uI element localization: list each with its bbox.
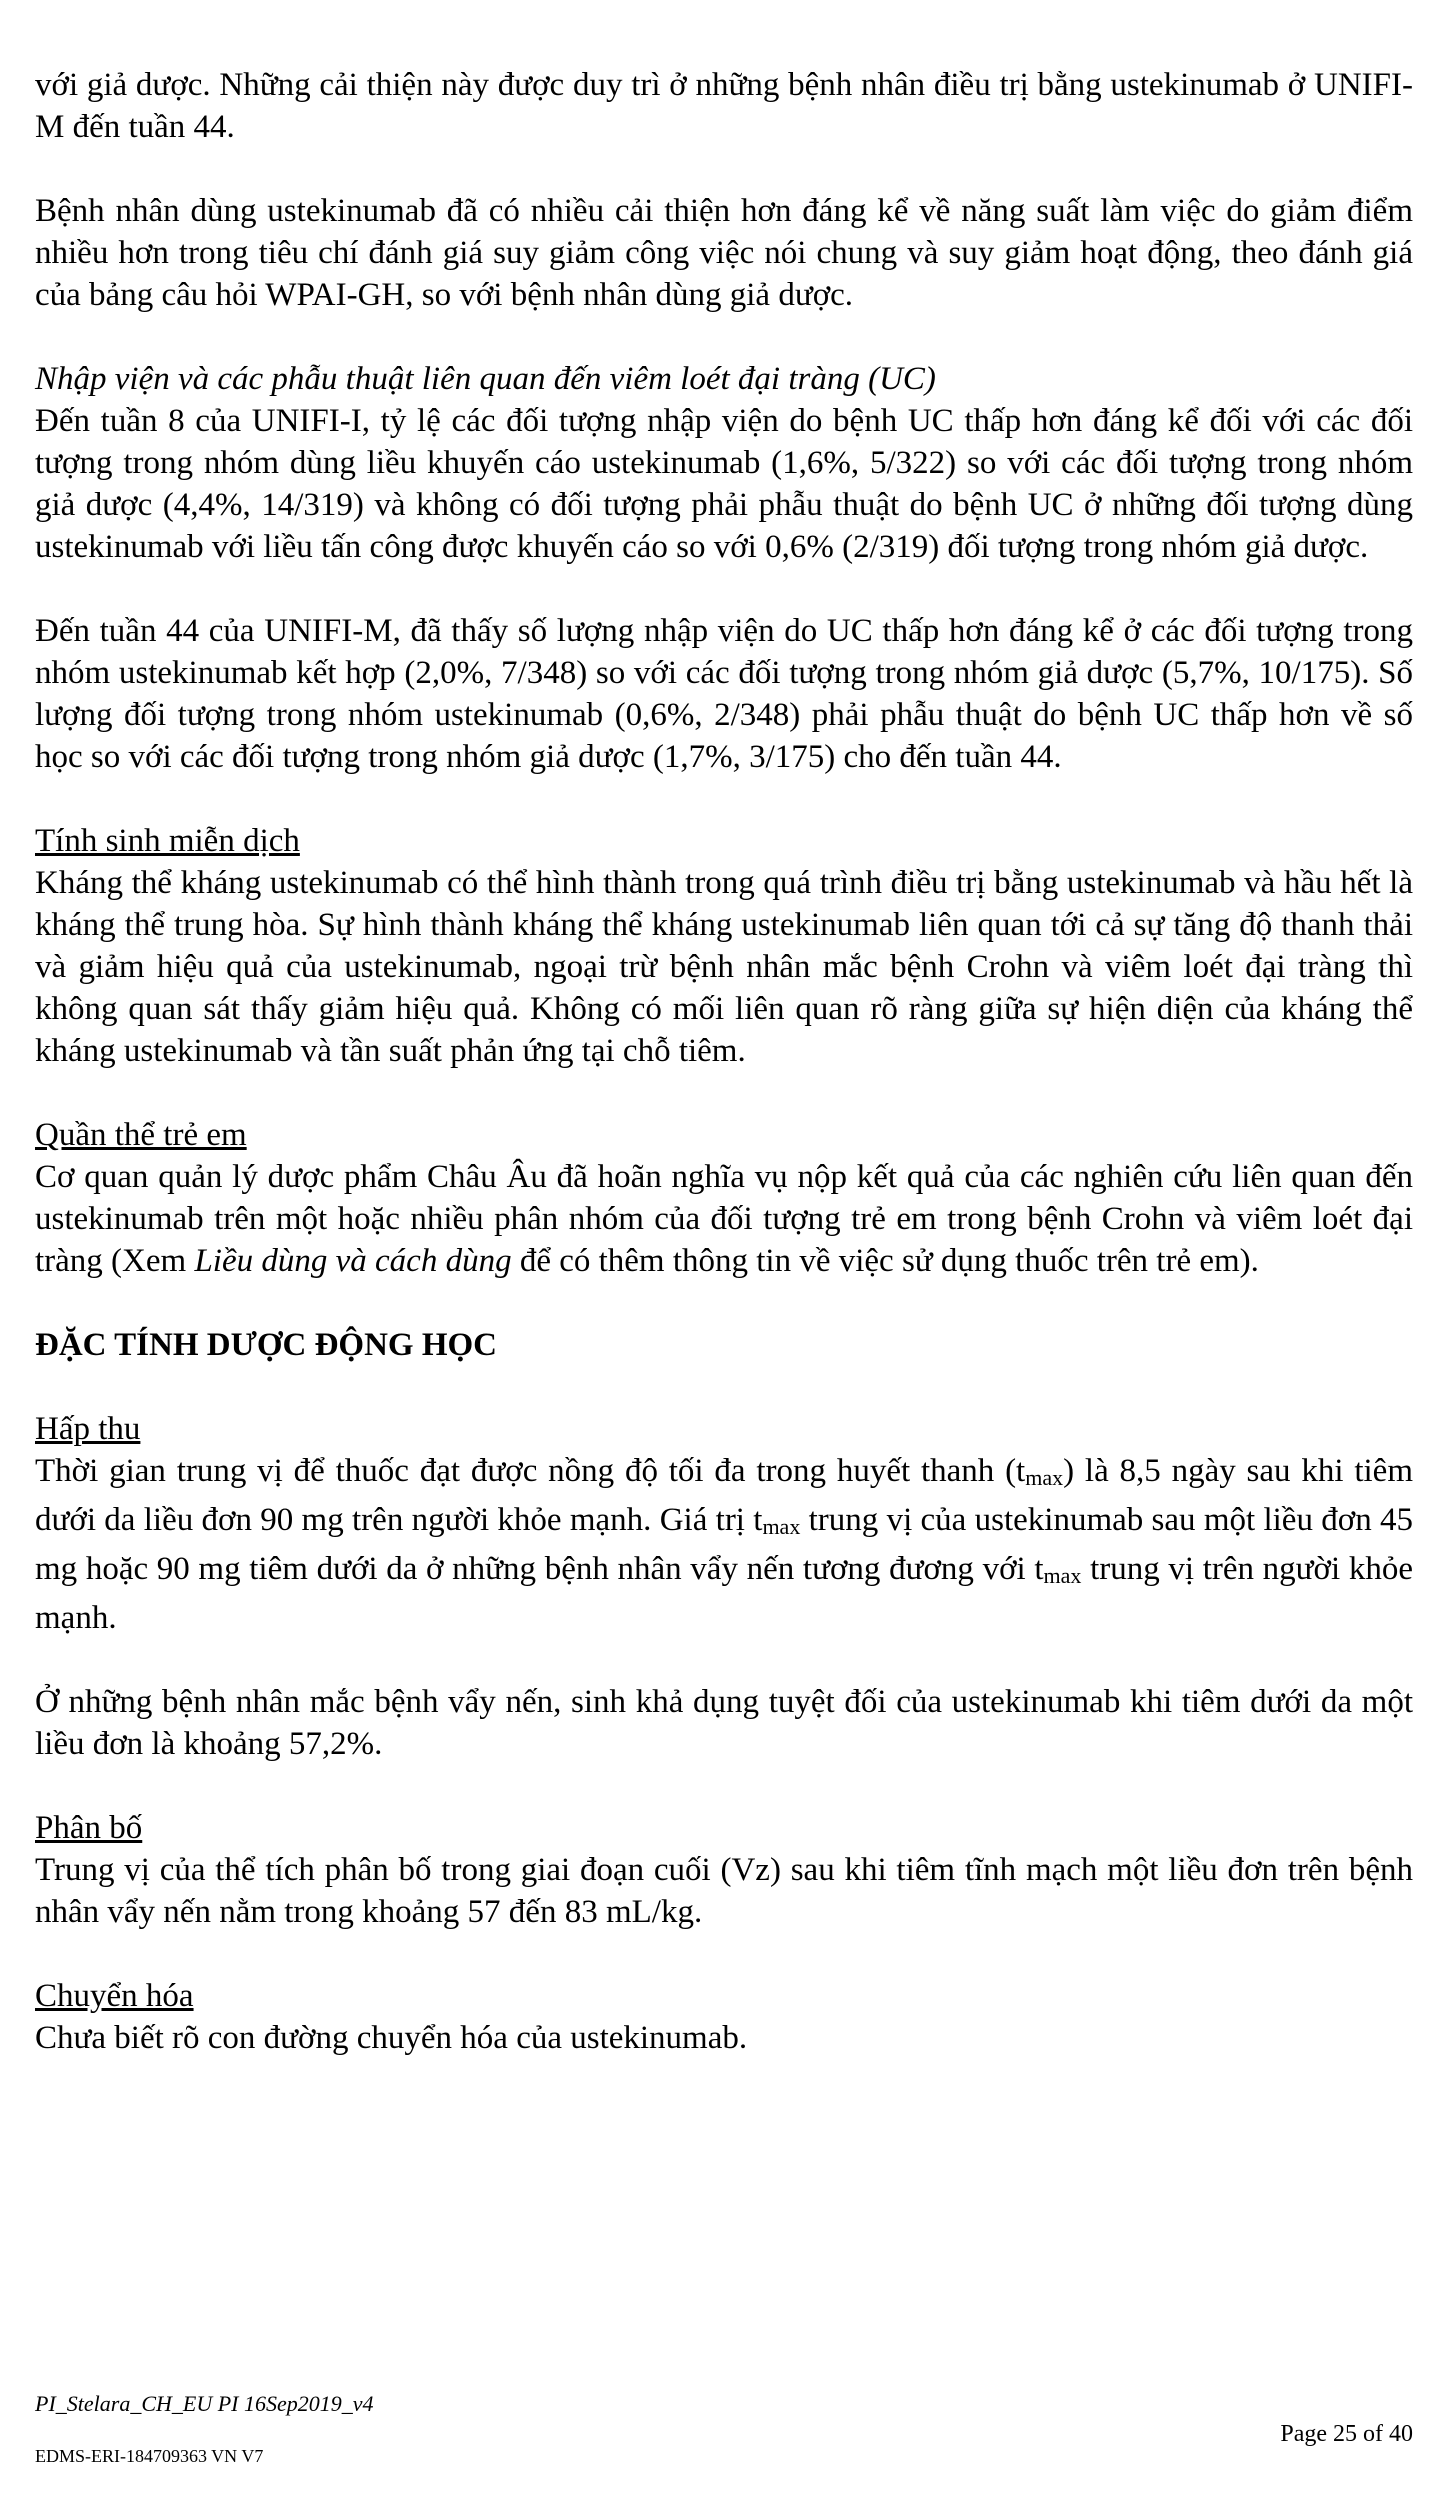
cross-reference-dosage: Liều dùng và cách dùng xyxy=(194,1243,512,1279)
footer-document-name: PI_Stelara_CH_EU PI 16Sep2019_v4 xyxy=(35,2391,374,2416)
footer-page-number: Page 25 of 40 xyxy=(1280,2421,1413,2447)
paragraph-unifi-m-hospitalization: Đến tuần 44 của UNIFI-M, đã thấy số lượng nhập viện do UC thấp hơn đáng kể ở các đối tượng trong nhóm ustekinumab kết hợp (2,0%, 7/348) so với các đối tượng trong nhóm giả dược (5,7%, 10/175). Số lượng đối tượng trong nhóm ustekinumab (0,6%, 2/348) phải phẫu thuật do bệnh UC thấp hơn về số học so với các đối tượng trong nhóm giả dược (1,7%, 3/175) cho đến tuần 44. xyxy=(35,613,1413,775)
paragraph-immunogenicity: Kháng thể kháng ustekinumab có thể hình thành trong quá trình điều trị bằng ustekinumab và hầu hết là kháng thể trung hòa. Sự hình thành kháng thể kháng ustekinumab liên quan tới cả sự tăng độ thanh thải và giảm hiệu quả của ustekinumab, ngoại trừ bệnh nhân mắc bệnh Crohn và viêm loét đại tràng thì không quan sát thấy giảm hiệu quả. Không có mối liên quan rõ ràng giữa sự hiện diện của kháng thể kháng ustekinumab và tần suất phản ứng tại chỗ tiêm. xyxy=(35,865,1413,1069)
paragraph-absorption: Thời gian trung vị để thuốc đạt được nồng độ tối đa trong huyết thanh (tmax) là 8,5 ngày sau khi tiêm dưới da liều đơn 90 mg trên người khỏe mạnh. Giá trị tmax trung vị của ustekinumab sau một liều đơn 45 mg hoặc 90 mg tiêm dưới da ở những bệnh nhân vẩy nến tương đương với tmax trung vị trên người khỏe mạnh. xyxy=(35,1453,1413,1636)
heading-hospitalization: Nhập viện và các phẫu thuật liên quan đến viêm loét đại tràng (UC) xyxy=(35,361,936,397)
heading-absorption: Hấp thu xyxy=(35,1411,141,1447)
paragraph-bioavailability: Ở những bệnh nhân mắc bệnh vẩy nến, sinh khả dụng tuyệt đối của ustekinumab khi tiêm dưới da một liều đơn là khoảng 57,2%. xyxy=(35,1684,1413,1762)
heading-immunogenicity: Tính sinh miễn dịch xyxy=(35,823,300,859)
footer-document-ref: EDMS-ERI-184709363 VN V7 xyxy=(35,2446,264,2466)
paragraph-pediatric: Cơ quan quản lý dược phẩm Châu Âu đã hoãn nghĩa vụ nộp kết quả của các nghiên cứu liên quan đến ustekinumab trên một hoặc nhiều phân nhóm của đối tượng trẻ em trong bệnh Crohn và viêm loét đại tràng (Xem Liều dùng và cách dùng để có thêm thông tin về việc sử dụng thuốc trên trẻ em). xyxy=(35,1159,1413,1279)
heading-pharmacokinetics: ĐẶC TÍNH DƯỢC ĐỘNG HỌC xyxy=(35,1327,498,1363)
heading-metabolism: Chuyển hóa xyxy=(35,1978,194,2014)
paragraph-unifi-i-hospitalization: Đến tuần 8 của UNIFI-I, tỷ lệ các đối tượng nhập viện do bệnh UC thấp hơn đáng kể đối với các đối tượng trong nhóm dùng liều khuyến cáo ustekinumab (1,6%, 5/322) so với các đối tượng trong nhóm giả dược (4,4%, 14/319) và không có đối tượng phải phẫu thuật do bệnh UC ở những đối tượng dùng ustekinumab với liều tấn công được khuyến cáo so với 0,6% (2/319) đối tượng trong nhóm giả dược. xyxy=(35,403,1413,565)
paragraph-metabolism: Chưa biết rõ con đường chuyển hóa của ustekinumab. xyxy=(35,2020,748,2056)
paragraph-work-productivity: Bệnh nhân dùng ustekinumab đã có nhiều cải thiện hơn đáng kể về năng suất làm việc do giảm điểm nhiều hơn trong tiêu chí đánh giá suy giảm công việc nói chung và suy giảm hoạt động, theo đánh giá của bảng câu hỏi WPAI-GH, so với bệnh nhân dùng giả dược. xyxy=(35,193,1413,313)
heading-pediatric: Quần thể trẻ em xyxy=(35,1117,247,1153)
heading-distribution: Phân bố xyxy=(35,1810,143,1846)
document-body xyxy=(35,64,1413,2059)
paragraph-placebo-continuation: với giả dược. Những cải thiện này được duy trì ở những bệnh nhân điều trị bằng ustekinumab ở UNIFI-M đến tuần 44. xyxy=(35,67,1413,145)
paragraph-distribution: Trung vị của thể tích phân bố trong giai đoạn cuối (Vz) sau khi tiêm tĩnh mạch một liều đơn trên bệnh nhân vẩy nến nằm trong khoảng 57 đến 83 mL/kg. xyxy=(35,1852,1413,1930)
